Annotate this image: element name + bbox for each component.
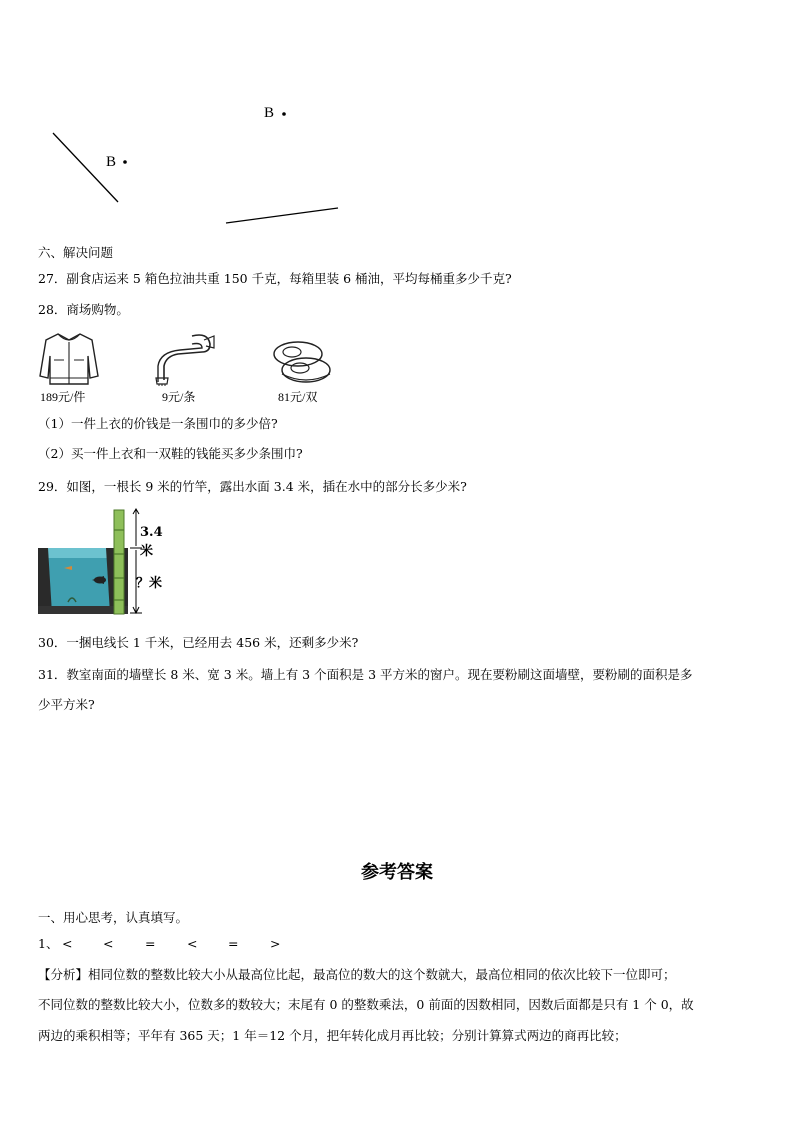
answer-1 [38, 936, 338, 952]
question-28-sub-2: （2）买一件上衣和一双鞋的钱能买多少条围巾? [38, 446, 303, 461]
point-b-lower-dot [123, 160, 127, 164]
geometry-lines [40, 95, 360, 230]
answer-1-symbol-5: = [228, 936, 239, 951]
point-b-lower-label: B [106, 154, 117, 170]
shoes-item [268, 330, 338, 406]
label-below-water: ？米 [136, 576, 163, 591]
geometry-figure [40, 95, 360, 230]
jacket-icon [36, 330, 102, 386]
shoes-icon [268, 330, 338, 386]
analysis-line-3: 两边的乘积相等；平年有 365 天；1 年＝12 个月，把年转化成月再比较；分别计算算式两边的商再比较； [38, 1028, 627, 1043]
question-28: 28．商场购物。 [38, 302, 129, 317]
bottom-line [226, 208, 338, 223]
answer-1-symbol-3: = [145, 936, 156, 951]
answer-1-symbol-2: < [103, 936, 114, 951]
label-above-water: 3.4 米 [140, 525, 163, 559]
jacket-item [36, 330, 102, 406]
shopping-items [36, 330, 346, 406]
bamboo-water-illustration [38, 506, 178, 618]
jacket-price: 189元/件 [40, 390, 86, 404]
answer-1-number: 1、 [38, 936, 59, 951]
scarf-price: 9元/条 [162, 390, 196, 404]
answers-section-1-heading: 一、用心思考，认真填写。 [38, 910, 189, 925]
answers-title: 参考答案 [361, 862, 433, 883]
analysis-line-2: 不同位数的整数比较大小，位数多的数较大；末尾有 0 的整数乘法，0 前面的因数相同，因数后面都是只有 1 个 0，故 [38, 997, 694, 1012]
question-30: 30．一捆电线长 1 千米，已经用去 456 米，还剩多少米? [38, 635, 359, 650]
analysis-line-1: 【分析】相同位数的整数比较大小从最高位比起，最高位的数大的这个数就大，最高位相同的依次比较下一位即可； [38, 967, 676, 982]
bamboo-pole [114, 510, 124, 614]
question-31-line-2: 少平方米? [38, 697, 95, 712]
point-b-upper-dot [282, 112, 286, 116]
question-31-line-1: 31．教室南面的墙壁长 8 米、宽 3 米。墙上有 3 个面积是 3 平方米的窗户。现在要粉刷这面墙壁，要粉刷的面积是多 [38, 667, 693, 682]
answer-1-symbol-1: < [62, 936, 73, 951]
scarf-icon [148, 330, 218, 386]
scarf-item [148, 330, 218, 406]
shoes-price: 81元/双 [278, 390, 318, 404]
point-b-upper-label: B [264, 105, 275, 121]
question-28-sub-1: （1）一件上衣的价钱是一条围巾的多少倍? [38, 416, 278, 431]
question-29: 29．如图，一根长 9 米的竹竿，露出水面 3.4 米，插在水中的部分长多少米? [38, 479, 467, 494]
bamboo-water-figure [38, 506, 178, 618]
answer-1-symbol-6: > [270, 936, 281, 951]
answer-1-symbol-4: < [187, 936, 198, 951]
question-27: 27．副食店运来 5 箱色拉油共重 150 千克，每箱里装 6 桶油，平均每桶重多少千克? [38, 271, 512, 286]
section-6-heading: 六、解决问题 [38, 245, 114, 260]
